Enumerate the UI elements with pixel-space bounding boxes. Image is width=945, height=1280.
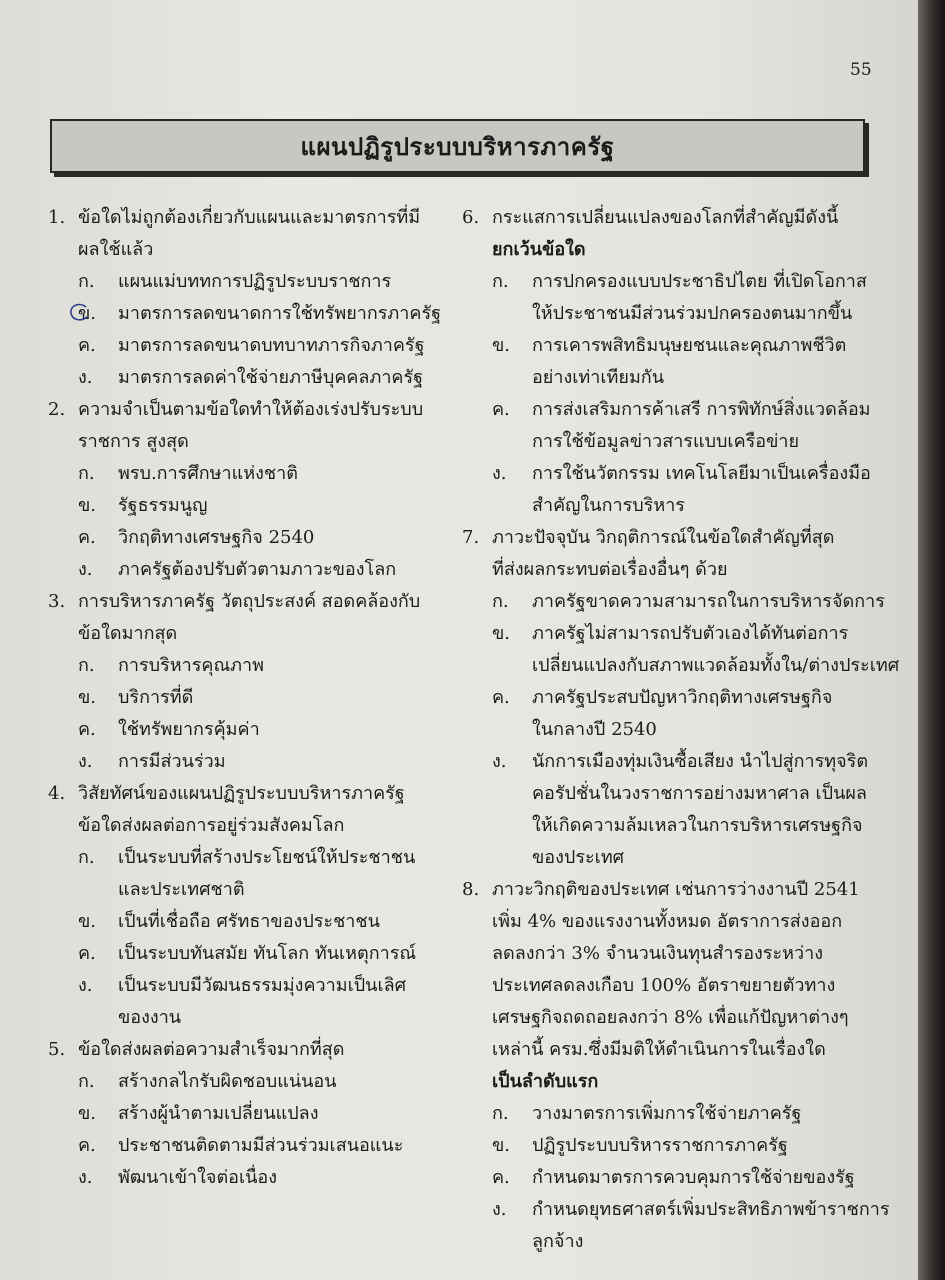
question-stem-line: ผลใช้แล้ว bbox=[78, 239, 154, 260]
question-number: 6. bbox=[462, 207, 480, 228]
pen-circle-mark-icon bbox=[68, 302, 92, 324]
right-column bbox=[462, 202, 900, 1258]
page-number: 55 bbox=[850, 60, 872, 80]
question-stem-line: เป็นลำดับแรก bbox=[492, 1071, 599, 1092]
option-c-continuation: การใช้ข้อมูลข่าวสารแบบเครือข่าย bbox=[532, 431, 800, 452]
question-stem-line: 8. ภาวะวิกฤติของประเทศ เช่นการว่างงานปี 2541 bbox=[462, 874, 874, 906]
option-c: ค. ภาครัฐประสบปัญหาวิกฤติทางเศรษฐกิจ bbox=[492, 687, 833, 708]
option-d-continuation: ของงาน bbox=[118, 1007, 182, 1028]
option-b: ข. มาตรการลดขนาดการใช้ทรัพยากรภาครัฐ bbox=[48, 298, 448, 330]
option-a: ก. พรบ.การศึกษาแห่งชาติ bbox=[78, 463, 298, 484]
option-c-continuation: ในกลางปี 2540 bbox=[532, 719, 657, 740]
question-number: 8. bbox=[462, 879, 480, 900]
question-stem-line: 6. กระแสการเปลี่ยนแปลงของโลกที่สำคัญมีดังนี้ bbox=[462, 202, 874, 234]
option-b-continuation: อย่างเท่าเทียมกัน bbox=[532, 367, 665, 388]
question-stem-line: ข้อใดส่งผลต่อการอยู่ร่วมสังคมโลก bbox=[78, 815, 345, 836]
question-number: 1. bbox=[48, 207, 66, 228]
option-c: ค. กำหนดมาตรการควบคุมการใช้จ่ายของรัฐ bbox=[492, 1167, 855, 1188]
option-d: ง. นักการเมืองทุ่มเงินซื้อเสียง นำไปสู่การทุจริต bbox=[492, 751, 869, 772]
question-stem-line: ประเทศลดลงเกือบ 100% อัตราขยายตัวทาง bbox=[492, 975, 836, 996]
option-d: ง. กำหนดยุทธศาสตร์เพิ่มประสิทธิภาพข้าราชการ bbox=[492, 1199, 890, 1220]
option-c: ค. ประชาชนติดตามมีส่วนร่วมเสนอแนะ bbox=[78, 1135, 404, 1156]
option-b: ข. บริการที่ดี bbox=[78, 687, 194, 708]
question-stem-line: 3. การบริหารภาครัฐ วัตถุประสงค์ สอดคล้องกับ bbox=[48, 586, 448, 618]
option-d: ง. การใช้นวัตกรรม เทคโนโลยีมาเป็นเครื่องมือ bbox=[492, 463, 871, 484]
question-3 bbox=[48, 586, 448, 778]
option-b: ข. เป็นที่เชื่อถือ ศรัทธาของประชาชน bbox=[78, 911, 380, 932]
option-d-continuation: ให้เกิดความล้มเหลวในการบริหารเศรษฐกิจ bbox=[532, 815, 863, 836]
question-number: 3. bbox=[48, 591, 66, 612]
question-2 bbox=[48, 394, 448, 586]
question-stem-line: เศรษฐกิจถดถอยลงกว่า 8% เพื่อแก้ปัญหาต่างๆ bbox=[492, 1007, 849, 1028]
question-7 bbox=[462, 522, 900, 874]
option-a: ก. สร้างกลไกรับผิดชอบแน่นอน bbox=[78, 1071, 337, 1092]
option-c: ค. การส่งเสริมการค้าเสรี การพิทักษ์สิ่งแวดล้อม bbox=[492, 399, 871, 420]
option-c: ค. ใช้ทรัพยากรคุ้มค่า bbox=[78, 719, 260, 740]
option-d-continuation: สำคัญในการบริหาร bbox=[532, 495, 685, 516]
option-b-continuation: เปลี่ยนแปลงกับสภาพแวดล้อมทั้งใน/ต่างประเทศ bbox=[532, 655, 900, 676]
question-number: 7. bbox=[462, 527, 480, 548]
section-title: แผนปฏิรูประบบบริหารภาครัฐ bbox=[300, 131, 615, 161]
option-c: ค. วิกฤติทางเศรษฐกิจ 2540 bbox=[78, 527, 315, 548]
option-b: ข. ภาครัฐไม่สามารถปรับตัวเองได้ทันต่อการ bbox=[492, 623, 849, 644]
option-b: ข. ปฏิรูประบบบริหารราชการภาครัฐ bbox=[492, 1135, 788, 1156]
question-1 bbox=[48, 202, 448, 394]
option-d-continuation: ลูกจ้าง bbox=[532, 1231, 584, 1252]
option-d: ง. เป็นระบบมีวัฒนธรรมมุ่งความเป็นเลิศ bbox=[78, 975, 407, 996]
question-number: 2. bbox=[48, 399, 66, 420]
option-d: ง. พัฒนาเข้าใจต่อเนื่อง bbox=[78, 1167, 277, 1188]
option-d-continuation: คอรัปชั่นในวงราชการอย่างมหาศาล เป็นผล bbox=[532, 783, 867, 804]
question-stem-line: เหล่านี้ ครม.ซึ่งมีมติให้ดำเนินการในเรื่องใด bbox=[492, 1039, 826, 1060]
question-stem-line: ราชการ สูงสุด bbox=[78, 431, 189, 452]
option-a-continuation: และประเทศชาติ bbox=[118, 879, 245, 900]
option-a: ก. การบริหารคุณภาพ bbox=[78, 655, 264, 676]
option-c: ค. เป็นระบบทันสมัย ทันโลก ทันเหตุการณ์ bbox=[78, 943, 417, 964]
question-stem-line: 7. ภาวะปัจจุบัน วิกฤติการณ์ในข้อใดสำคัญที่สุด bbox=[462, 522, 874, 554]
question-8 bbox=[462, 874, 890, 1258]
option-a: ก. วางมาตรการเพิ่มการใช้จ่ายภาครัฐ bbox=[492, 1103, 802, 1124]
option-a: ก. ภาครัฐขาดความสามารถในการบริหารจัดการ bbox=[492, 591, 885, 612]
book-spine-shadow bbox=[918, 0, 945, 1280]
option-d: ง. การมีส่วนร่วม bbox=[78, 751, 226, 772]
option-b: ข. สร้างผู้นำตามเปลี่ยนแปลง bbox=[78, 1103, 319, 1124]
question-stem-line: 1. ข้อใดไม่ถูกต้องเกี่ยวกับแผนและมาตรการที่มี bbox=[48, 202, 448, 234]
option-a: ก. การปกครองแบบประชาธิปไตย ที่เปิดโอกาส bbox=[492, 271, 867, 292]
question-stem-line: ลดลงกว่า 3% จำนวนเงินทุนสำรองระหว่าง bbox=[492, 943, 824, 964]
option-d: ง. ภาครัฐต้องปรับตัวตามภาวะของโลก bbox=[78, 559, 397, 580]
left-column bbox=[48, 202, 448, 1194]
question-number: 4. bbox=[48, 783, 66, 804]
option-b: ข. รัฐธรรมนูญ bbox=[78, 495, 208, 516]
option-d-continuation: ของประเทศ bbox=[532, 847, 625, 868]
question-6 bbox=[462, 202, 874, 522]
question-stem-line: เพิ่ม 4% ของแรงงานทั้งหมด อัตราการส่งออก bbox=[492, 911, 843, 932]
option-b: ข. การเคารพสิทธิมนุษยชนและคุณภาพชีวิต bbox=[492, 335, 847, 356]
option-c: ค. มาตรการลดขนาดบทบาทภารกิจภาครัฐ bbox=[78, 335, 425, 356]
question-stem-line: 2. ความจำเป็นตามข้อใดทำให้ต้องเร่งปรับระบบ bbox=[48, 394, 448, 426]
option-a: ก. แผนแม่บททการปฏิรูประบบราชการ bbox=[78, 271, 392, 292]
question-5 bbox=[48, 1034, 448, 1194]
question-stem-line: ข้อใดมากสุด bbox=[78, 623, 178, 644]
option-d: ง. มาตรการลดค่าใช้จ่ายภาษีบุคคลภาครัฐ bbox=[78, 367, 424, 388]
section-title-box bbox=[50, 119, 865, 173]
option-a-continuation: ให้ประชาชนมีส่วนร่วมปกครองตนมากขึ้น bbox=[532, 303, 853, 324]
question-stem-line: 5. ข้อใดส่งผลต่อความสำเร็จมากที่สุด bbox=[48, 1034, 448, 1066]
question-stem-line: ที่ส่งผลกระทบต่อเรื่องอื่นๆ ด้วย bbox=[492, 559, 728, 580]
question-stem-line: ยกเว้นข้อใด bbox=[492, 239, 586, 260]
question-4 bbox=[48, 778, 448, 1034]
question-number: 5. bbox=[48, 1039, 66, 1060]
question-stem-line: 4. วิสัยทัศน์ของแผนปฏิรูประบบบริหารภาครัฐ bbox=[48, 778, 448, 810]
option-a: ก. เป็นระบบที่สร้างประโยชน์ให้ประชาชน bbox=[78, 847, 416, 868]
